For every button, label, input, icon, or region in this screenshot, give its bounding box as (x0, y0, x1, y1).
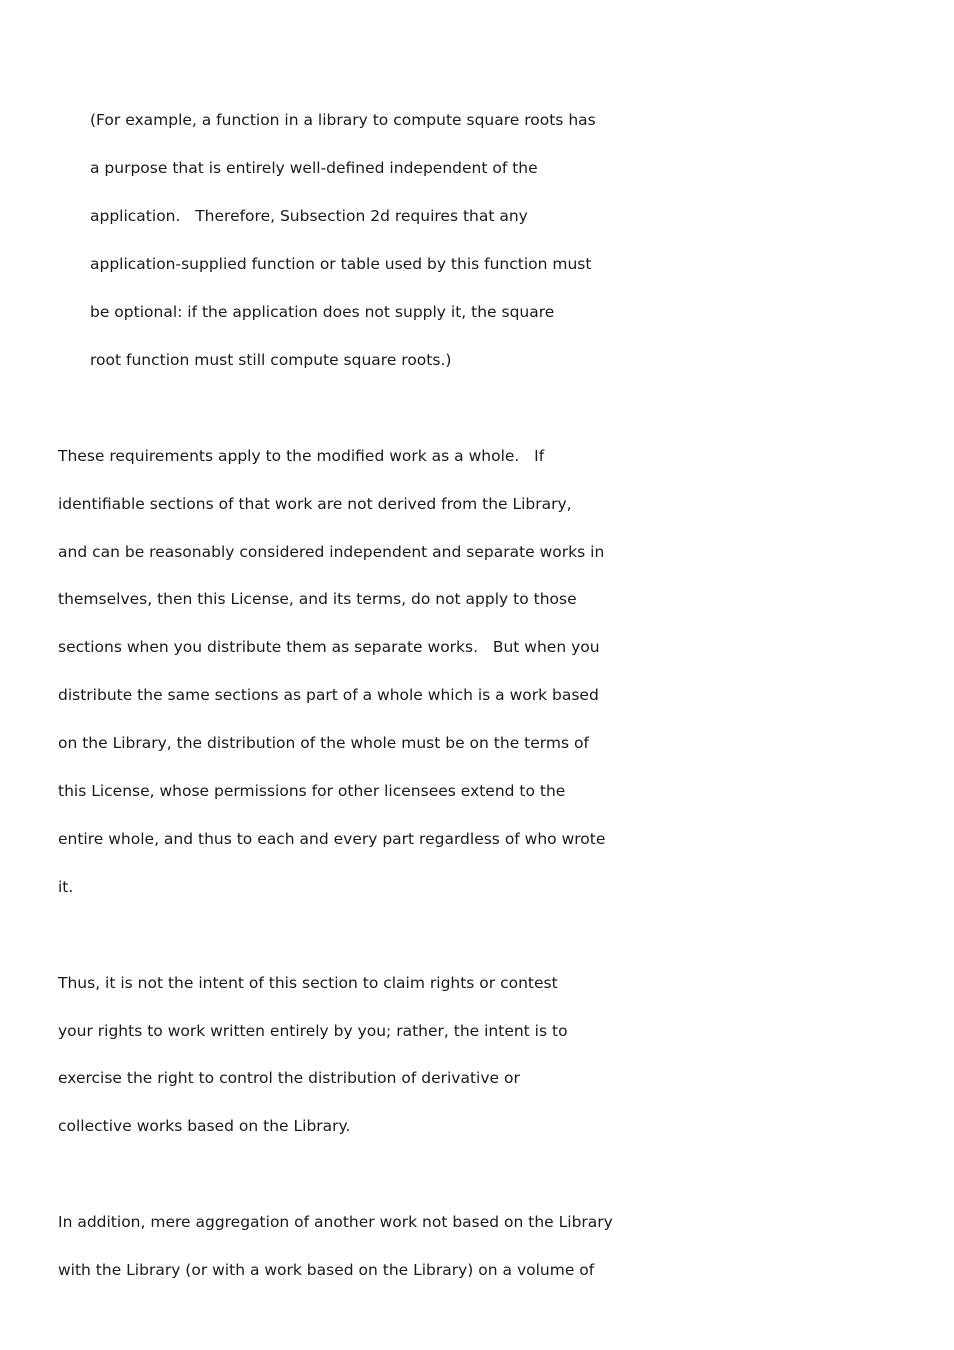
text-line: with the Library (or with a work based on the Library) on a volume of (58, 1261, 595, 1279)
text-line: on the Library, the distribution of the whole must be on the terms of (58, 734, 589, 752)
text-line: Thus, it is not the intent of this section to claim rights or contest (58, 974, 558, 992)
text-line: (For example, a function in a library to compute square roots has (90, 111, 596, 129)
text-line: application. Therefore, Subsection 2d requires that any (90, 207, 528, 225)
text-line: identifiable sections of that work are not derived from the Library, (58, 495, 572, 513)
text-line: These requirements apply to the modified work as a whole. If (58, 447, 545, 465)
text-line: your rights to work written entirely by you; rather, the intent is to (58, 1022, 568, 1040)
text-line: In addition, mere aggregation of another work not based on the Library (58, 1213, 613, 1231)
text-line: collective works based on the Library. (58, 1117, 351, 1135)
text-line: this License, whose permissions for other licensees extend to the (58, 782, 566, 800)
text-line: themselves, then this License, and its terms, do not apply to those (58, 590, 577, 608)
text-line: sections when you distribute them as separate works. But when you (58, 638, 600, 656)
text-line: exercise the right to control the distribution of derivative or (58, 1069, 520, 1087)
text-line: application-supplied function or table used by this function must (90, 255, 592, 273)
text-line: distribute the same sections as part of a whole which is a work based (58, 686, 599, 704)
text-line: it. (58, 878, 74, 896)
text-line: a purpose that is entirely well-defined independent of the (90, 159, 538, 177)
text-line: entire whole, and thus to each and every part regardless of who wrote (58, 830, 606, 848)
text-line: be optional: if the application does not supply it, the square (90, 303, 555, 321)
text-line: and can be reasonably considered independent and separate works in (58, 543, 605, 561)
text-line: root function must still compute square roots.) (90, 351, 452, 369)
